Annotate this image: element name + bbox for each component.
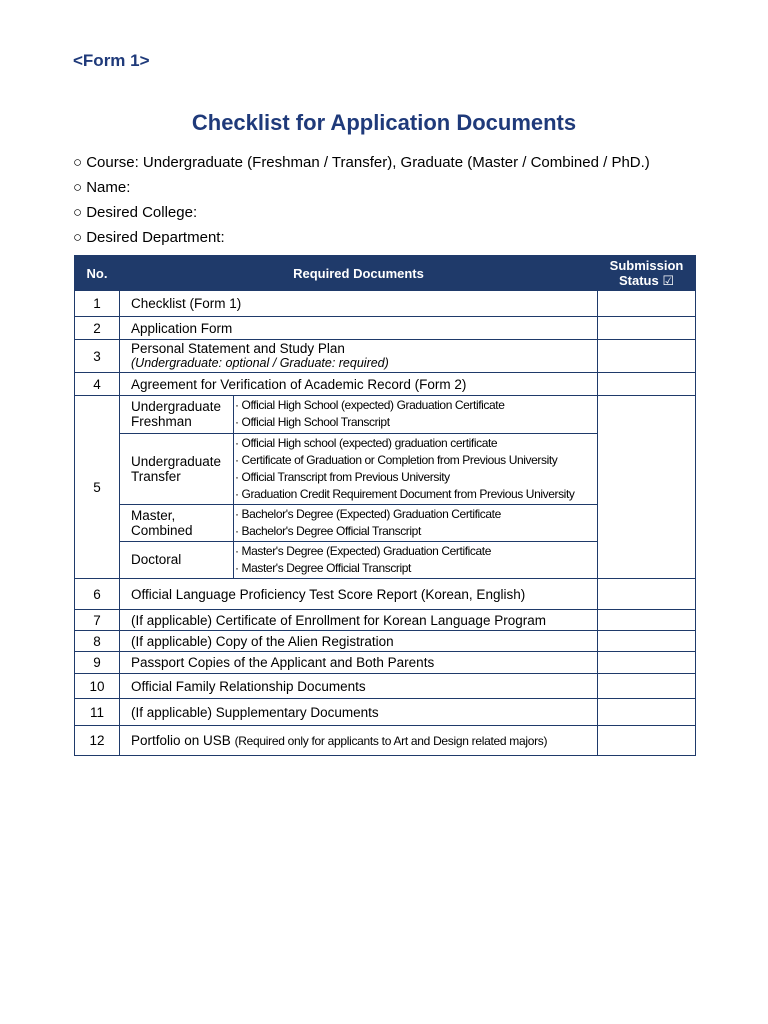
- table-row: [75, 579, 696, 610]
- row-number: 3: [75, 340, 120, 373]
- name-line: ○ Name:: [73, 179, 131, 196]
- subgroup-category: [120, 504, 234, 541]
- list-item: · Official High school (expected) graduation certificate: [235, 435, 498, 450]
- form-number: <Form 1>: [73, 51, 150, 70]
- table-row: [75, 674, 696, 699]
- header-status-line1: Submission: [609, 258, 684, 273]
- status-checkbox-cell[interactable]: [598, 699, 696, 726]
- table-row: [75, 610, 696, 631]
- list-item: · Certificate of Graduation or Completion from Previous University: [235, 452, 558, 467]
- header-required-documents: Required Documents: [120, 256, 598, 291]
- status-checkbox-cell[interactable]: [598, 726, 696, 756]
- subgroup-items: [234, 396, 598, 433]
- subgroup-category: [120, 541, 234, 578]
- document-name: Official Family Relationship Documents: [120, 674, 598, 699]
- document-name: Official Language Proficiency Test Score Report (Korean, English): [120, 579, 598, 610]
- row-number: 11: [75, 699, 120, 726]
- row-number: 1: [75, 291, 120, 317]
- document-name: [120, 340, 598, 373]
- category-line: Undergraduate: [131, 453, 222, 469]
- subgroup-items: [234, 504, 598, 541]
- desired-college-line: ○ Desired College:: [73, 204, 198, 221]
- page-title: Checklist for Application Documents: [191, 110, 577, 135]
- desired-department-line: ○ Desired Department:: [73, 229, 225, 246]
- row-number: 7: [75, 610, 120, 631]
- list-item: · Bachelor's Degree (Expected) Graduation Certificate: [235, 506, 501, 521]
- category-line: Doctoral: [131, 552, 182, 568]
- applicant-info: [73, 150, 650, 250]
- list-item: · Master's Degree Official Transcript: [235, 560, 411, 575]
- course-line: ○ Course: Undergraduate (Freshman / Transfer), Graduate (Master / Combined / PhD.): [73, 154, 650, 171]
- document-name: (If applicable) Certificate of Enrollment for Korean Language Program: [120, 610, 598, 631]
- header-submission-status: [598, 256, 696, 291]
- status-checkbox-cell[interactable]: [598, 291, 696, 317]
- subgroup-category: [120, 396, 234, 433]
- list-item: · Official Transcript from Previous University: [235, 469, 450, 484]
- list-item: · Official High School (expected) Graduation Certificate: [235, 398, 505, 413]
- document-note: (Required only for applicants to Art and Design related majors): [234, 734, 548, 748]
- academic-documents-subtable: [120, 396, 597, 578]
- table-row: [75, 396, 696, 579]
- table-row: [75, 699, 696, 726]
- status-checkbox-cell[interactable]: [598, 317, 696, 340]
- row-number: 8: [75, 631, 120, 652]
- row-number: 9: [75, 652, 120, 674]
- document-name: Application Form: [120, 317, 598, 340]
- category-line: Combined: [131, 522, 193, 538]
- table-row: [75, 726, 696, 756]
- status-checkbox-cell[interactable]: [598, 631, 696, 652]
- status-checkbox-cell[interactable]: [598, 340, 696, 373]
- header-status-line2: Status ☑: [619, 273, 674, 288]
- list-item: · Official High School Transcript: [235, 415, 390, 430]
- academic-documents-group: [120, 396, 598, 579]
- category-line: Freshman: [131, 414, 192, 430]
- table-row: [75, 291, 696, 317]
- table-header-row: [75, 256, 696, 291]
- table-row: [75, 652, 696, 674]
- document-name: Agreement for Verification of Academic Record (Form 2): [120, 373, 598, 396]
- category-line: Transfer: [131, 468, 181, 484]
- subgroup-category: [120, 433, 234, 504]
- list-item: · Bachelor's Degree Official Transcript: [235, 523, 421, 538]
- row-number: 4: [75, 373, 120, 396]
- document-name: [120, 726, 598, 756]
- status-checkbox-cell[interactable]: [598, 652, 696, 674]
- list-item: · Master's Degree (Expected) Graduation Certificate: [235, 543, 492, 558]
- row-number: 10: [75, 674, 120, 699]
- subgroup-row: [120, 433, 597, 504]
- table-row: [75, 373, 696, 396]
- status-checkbox-cell[interactable]: [598, 610, 696, 631]
- row-number: 6: [75, 579, 120, 610]
- row-number: 12: [75, 726, 120, 756]
- subgroup-row: [120, 541, 597, 578]
- row-number: 5: [75, 396, 120, 579]
- table-row: [75, 631, 696, 652]
- document-name: Checklist (Form 1): [120, 291, 598, 317]
- status-checkbox-cell[interactable]: [598, 674, 696, 699]
- row-number: 2: [75, 317, 120, 340]
- subgroup-items: [234, 433, 598, 504]
- table-row: [75, 317, 696, 340]
- table-row: [75, 340, 696, 373]
- document-title: Portfolio on USB: [131, 733, 231, 748]
- list-item: · Graduation Credit Requirement Document from Previous University: [235, 486, 575, 501]
- header-no: No.: [75, 256, 120, 291]
- category-line: Master,: [131, 507, 176, 523]
- subgroup-row: [120, 396, 597, 433]
- document-name: Passport Copies of the Applicant and Both Parents: [120, 652, 598, 674]
- document-name: (If applicable) Copy of the Alien Registration: [120, 631, 598, 652]
- status-checkbox-cell[interactable]: [598, 373, 696, 396]
- status-checkbox-cell[interactable]: [598, 396, 696, 579]
- documents-checklist-table: [74, 255, 696, 756]
- document-name: (If applicable) Supplementary Documents: [120, 699, 598, 726]
- subgroup-items: [234, 541, 598, 578]
- category-line: Undergraduate: [131, 399, 222, 415]
- status-checkbox-cell[interactable]: [598, 579, 696, 610]
- document-title: Personal Statement and Study Plan: [131, 341, 345, 356]
- document-note: (Undergraduate: optional / Graduate: required): [131, 356, 389, 370]
- subgroup-row: [120, 504, 597, 541]
